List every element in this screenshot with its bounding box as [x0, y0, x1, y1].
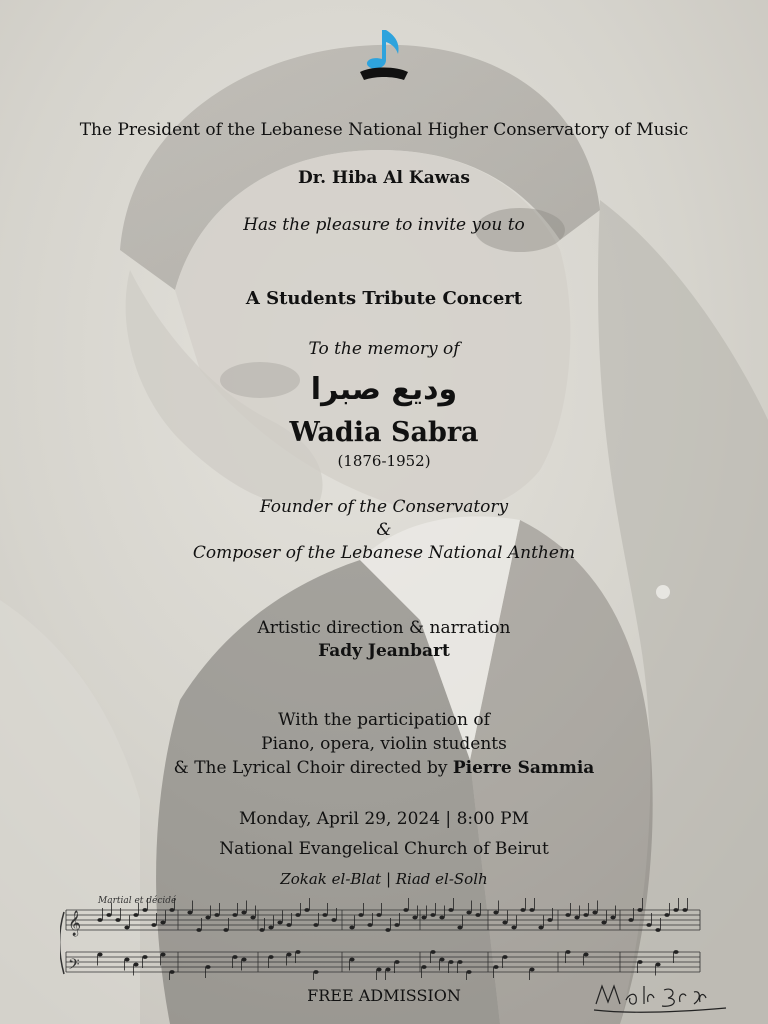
- choir-prefix: & The Lyrical Choir directed by: [173, 758, 448, 778]
- music-note-icon: [352, 26, 416, 86]
- treble-staff: [66, 910, 700, 930]
- role-ampersand: &: [376, 520, 392, 540]
- participation-label: With the participation of: [278, 710, 490, 730]
- signature: [590, 976, 730, 1016]
- director-name: Fady Jeanbart: [318, 641, 450, 661]
- memory-line: To the memory of: [308, 339, 460, 359]
- participants: Piano, opera, violin students: [261, 734, 507, 754]
- venue: National Evangelical Church of Beirut: [219, 839, 549, 859]
- name-arabic: وديع صبرا: [310, 372, 458, 407]
- music-score-illustration: [60, 892, 708, 980]
- host-title: The President of the Lebanese National Higher Conservatory of Music: [79, 120, 689, 140]
- treble-clef-icon: 𝄞: [68, 911, 82, 936]
- lifespan: (1876-1952): [337, 452, 431, 470]
- role-founder: Founder of the Conservatory: [259, 497, 509, 517]
- score-tempo-marking: Martial et décidé: [98, 896, 177, 906]
- bass-clef-icon: 𝄢: [68, 956, 80, 977]
- staff-brace: [60, 912, 64, 974]
- name-latin: Wadia Sabra: [289, 417, 479, 448]
- host-name: Dr. Hiba Al Kawas: [298, 168, 470, 188]
- choir-line: [0, 757, 768, 779]
- role-composer: Composer of the Lebanese National Anthem: [192, 543, 576, 563]
- choir-director: Pierre Sammia: [452, 758, 595, 778]
- event-date-time: Monday, April 29, 2024 | 8:00 PM: [239, 809, 529, 829]
- event-title: A Students Tribute Concert: [245, 288, 523, 309]
- admission-note: FREE ADMISSION: [307, 986, 461, 1005]
- direction-label: Artistic direction & narration: [257, 618, 511, 638]
- invite-line: Has the pleasure to invite you to: [243, 215, 525, 235]
- venue-address: Zokak el-Blat | Riad el-Solh: [280, 870, 488, 888]
